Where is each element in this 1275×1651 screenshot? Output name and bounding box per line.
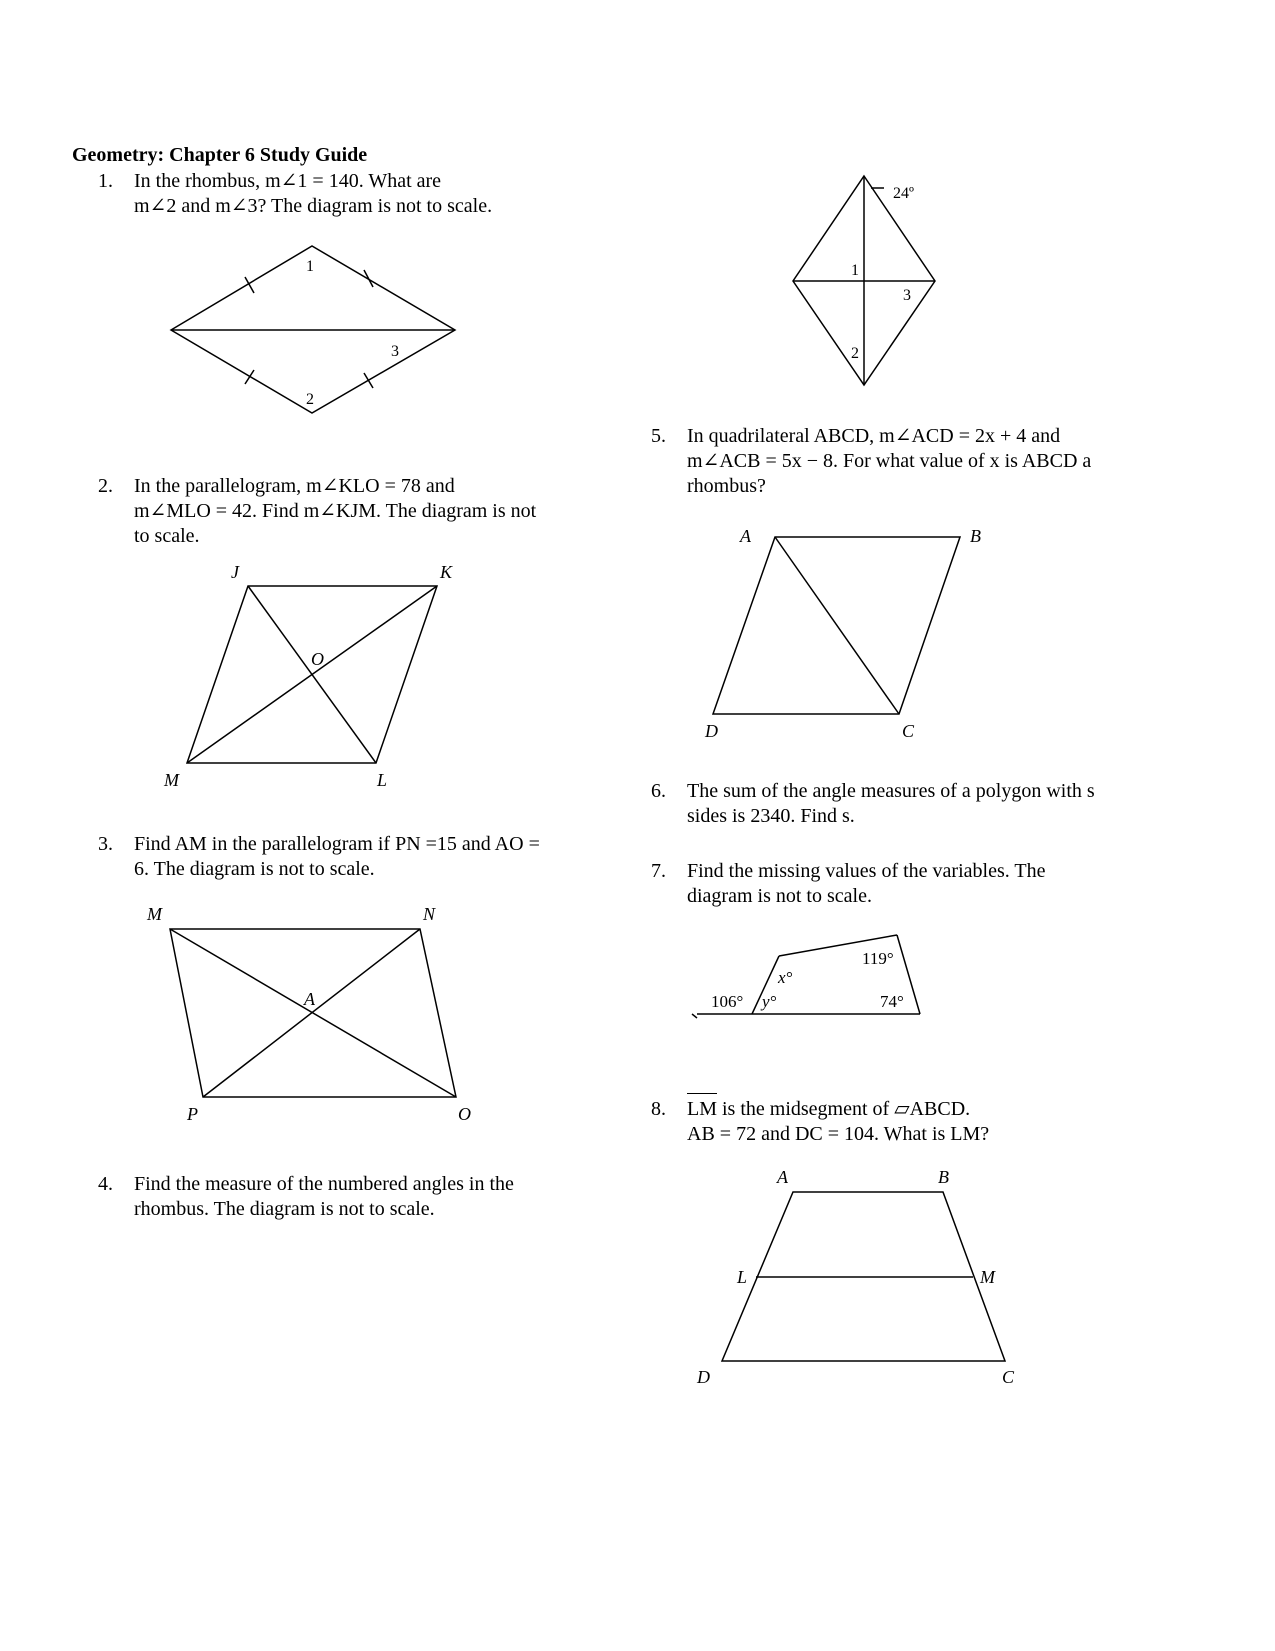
angle-label-24: 24º <box>893 185 914 202</box>
question-text-line: In the parallelogram, m∠KLO = 78 and <box>134 475 455 497</box>
vertex-label-a: A <box>304 989 315 1009</box>
question-text-line: Find AM in the parallelogram if PN =15 and AO = <box>134 833 540 855</box>
angle-label-2: 2 <box>306 391 314 408</box>
figure-8-trapezoid <box>722 1192 1005 1361</box>
question-text-line: 6. The diagram is not to scale. <box>134 858 375 880</box>
question-number: 1. <box>98 170 113 192</box>
angle-label-y: y° <box>762 992 777 1011</box>
figure-2-parallelogram <box>187 586 437 763</box>
vertex-label-b: B <box>970 526 981 546</box>
angle-label-3: 3 <box>903 287 911 304</box>
question-text-line: diagram is not to scale. <box>687 885 872 907</box>
question-text-line: In quadrilateral ABCD, m∠ACD = 2x + 4 and <box>687 425 1061 447</box>
vertex-label-c: C <box>902 721 915 741</box>
question-number: 8. <box>651 1098 666 1120</box>
angle-label-74: 74° <box>880 992 904 1011</box>
vertex-label-p: P <box>187 1104 198 1124</box>
question-text-line: AB = 72 and DC = 104. What is LM? <box>687 1123 990 1145</box>
vertex-label-m: M <box>164 770 179 790</box>
question-text-line: to scale. <box>134 525 200 547</box>
question-text-line: m∠MLO = 42. Find m∠KJM. The diagram is not <box>134 500 537 522</box>
angle-label-1: 1 <box>851 262 859 279</box>
question-text-line: sides is 2340. Find s. <box>687 805 855 827</box>
question-text-line: m∠ACB = 5x − 8. For what value of x is ABCD a <box>687 450 1092 472</box>
angle-label-1: 1 <box>306 258 314 275</box>
vertex-label-o: O <box>458 1104 471 1124</box>
question-text-line: m∠2 and m∠3? The diagram is not to scale. <box>134 195 493 217</box>
figure-5-parallelogram <box>713 537 960 714</box>
vertex-label-d: D <box>697 1367 710 1387</box>
vertex-label-d: D <box>705 721 718 741</box>
angle-label-x: x° <box>778 968 793 987</box>
vertex-label-n: N <box>423 904 436 924</box>
figure-3-parallelogram <box>170 929 456 1097</box>
question-number: 2. <box>98 475 113 497</box>
angle-label-119: 119° <box>862 949 894 968</box>
angle-label-106: 106° <box>711 992 744 1011</box>
vertex-label-m: M <box>147 904 162 924</box>
vertex-label-a: A <box>777 1167 788 1187</box>
question-number: 4. <box>98 1173 113 1195</box>
vertex-label-k: K <box>440 562 453 582</box>
vertex-label-m: M <box>980 1267 995 1287</box>
question-number: 7. <box>651 860 666 882</box>
question-text-line: Find the measure of the numbered angles in the <box>134 1173 514 1195</box>
angle-label-2: 2 <box>851 345 859 362</box>
question-number: 5. <box>651 425 666 447</box>
vertex-label-b: B <box>938 1167 949 1187</box>
angle-label-3: 3 <box>391 343 399 360</box>
question-number: 3. <box>98 833 113 855</box>
question-text-line: The sum of the angle measures of a polygon with s <box>687 780 1095 802</box>
question-text-line: In the rhombus, m∠1 = 140. What are <box>134 170 442 192</box>
question-number: 6. <box>651 780 666 802</box>
vertex-label-c: C <box>1002 1367 1015 1387</box>
vertex-label-a: A <box>740 526 751 546</box>
vertex-label-j: J <box>231 562 239 582</box>
question-text-line: rhombus. The diagram is not to scale. <box>134 1198 435 1220</box>
question-text-line: Find the missing values of the variables. The <box>687 860 1046 882</box>
question-text-line: rhombus? <box>687 475 766 497</box>
figure-4-rhombus <box>793 176 935 385</box>
vertex-label-l: L <box>377 770 388 790</box>
page-title: Geometry: Chapter 6 Study Guide <box>72 144 368 166</box>
vertex-label-l: L <box>737 1267 748 1287</box>
question-text-line: LM is the midsegment of ▱ABCD. <box>687 1098 971 1120</box>
vertex-label-o: O <box>311 649 324 669</box>
